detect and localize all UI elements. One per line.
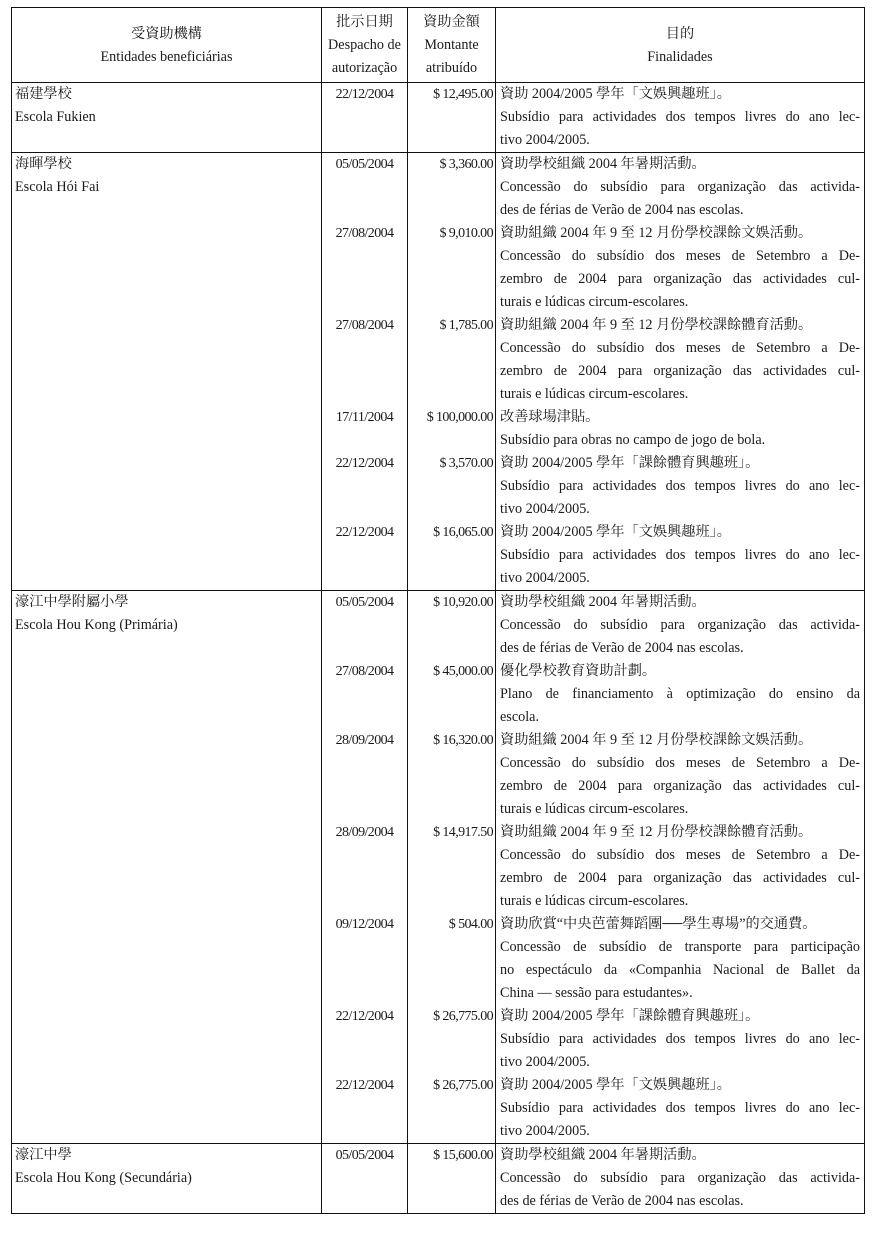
spacer — [408, 475, 495, 498]
amount-value: $ 9,010.00 — [439, 226, 493, 241]
header-date-zh: 批示日期 — [336, 14, 393, 30]
subsidy-table — [11, 7, 865, 1214]
date-cell — [322, 83, 408, 153]
spacer — [322, 1051, 407, 1074]
spacer — [322, 614, 407, 637]
table-row — [12, 83, 865, 153]
spacer — [408, 199, 495, 222]
amount-cell — [408, 153, 496, 591]
spacer — [322, 544, 407, 567]
spacer — [408, 959, 495, 982]
amount-cell — [408, 83, 496, 153]
spacer — [322, 844, 407, 867]
entity-name-zh: 海暉學校 — [15, 156, 72, 172]
spacer — [408, 683, 495, 706]
purpose-zh: 資助 2004/2005 學年「文娛興趣班」。 — [500, 524, 731, 540]
spacer — [408, 129, 495, 152]
spacer — [408, 614, 495, 637]
amount-value: $ 504.00 — [448, 917, 493, 932]
date-value: 05/05/2004 — [335, 1148, 394, 1163]
spacer — [322, 982, 407, 1005]
date-value: 05/05/2004 — [335, 157, 394, 172]
spacer — [408, 982, 495, 1005]
amount-value: $ 16,320.00 — [433, 733, 493, 748]
spacer — [408, 706, 495, 729]
spacer — [408, 775, 495, 798]
purpose-pt-line: Subsídio para actividades dos tempos livres do ano lec- — [500, 1031, 860, 1047]
purpose-zh: 優化學校教育資助計劃。 — [500, 663, 657, 679]
spacer — [408, 844, 495, 867]
purpose-pt-line: Concessão do subsídio dos meses de Setembro a De- — [500, 248, 860, 264]
purpose-pt-line: Concessão de subsídio de transporte para participação — [500, 939, 860, 955]
spacer — [322, 567, 407, 590]
spacer — [322, 706, 407, 729]
spacer — [408, 1097, 495, 1120]
spacer — [408, 176, 495, 199]
purpose-pt-line: turais e lúdicas circum-escolares. — [500, 294, 689, 310]
entity-cell — [12, 83, 322, 153]
purpose-pt-line: escola. — [500, 709, 539, 725]
amount-value: $ 3,570.00 — [439, 456, 493, 471]
date-value: 22/12/2004 — [335, 1009, 394, 1024]
spacer — [322, 1097, 407, 1120]
entity-name-zh: 濠江中學附屬小學 — [15, 594, 129, 610]
purpose-pt-line: tivo 2004/2005. — [500, 1054, 590, 1070]
purpose-pt-line: Subsídio para actividades dos tempos livres do ano lec- — [500, 547, 860, 563]
entity-cell — [12, 1144, 322, 1214]
table-row — [12, 591, 865, 1144]
spacer — [408, 798, 495, 821]
spacer — [322, 867, 407, 890]
spacer — [322, 245, 407, 268]
purpose-pt-line: Concessão do subsídio para organização das activida- — [500, 617, 860, 633]
header-entity-pt: Entidades beneficiárias — [100, 48, 233, 65]
spacer — [322, 936, 407, 959]
spacer — [408, 752, 495, 775]
purpose-pt-line: des de férias de Verão de 2004 nas escolas. — [500, 202, 744, 218]
spacer — [408, 245, 495, 268]
table-header — [12, 8, 865, 83]
spacer — [408, 337, 495, 360]
header-amount-zh: 資助金額 — [423, 14, 480, 30]
entity-name-pt: Escola Hou Kong (Primária) — [15, 617, 178, 633]
purpose-zh: 資助 2004/2005 學年「課餘體育興趣班」。 — [500, 1008, 760, 1024]
spacer — [322, 1190, 407, 1213]
date-value: 09/12/2004 — [335, 917, 394, 932]
date-value: 22/12/2004 — [335, 525, 394, 540]
purpose-zh: 資助學校組織 2004 年暑期活動。 — [500, 156, 706, 172]
spacer — [322, 1167, 407, 1190]
purpose-pt-line: zembro de 2004 para organização das actividades cul- — [500, 363, 860, 379]
spacer — [322, 798, 407, 821]
purpose-pt-line: no espectáculo da «Companhia Nacional de Ballet da — [500, 962, 860, 978]
spacer — [408, 1028, 495, 1051]
entity-cell — [12, 153, 322, 591]
entity-name-zh: 福建學校 — [15, 86, 72, 102]
purpose-pt-line: Concessão do subsídio dos meses de Setembro a De- — [500, 755, 860, 771]
purpose-pt-line: Subsídio para actividades dos tempos livres do ano lec- — [500, 478, 860, 494]
header-date-pt-1: Despacho de — [328, 37, 401, 53]
spacer — [322, 129, 407, 152]
purpose-zh: 資助學校組織 2004 年暑期活動。 — [500, 594, 706, 610]
purpose-pt-line: tivo 2004/2005. — [500, 1123, 590, 1139]
header-purpose-pt: Finalidades — [647, 48, 713, 65]
date-value: 17/11/2004 — [335, 410, 394, 425]
header-amount — [408, 8, 496, 83]
spacer — [322, 337, 407, 360]
purpose-cell — [496, 591, 865, 1144]
spacer — [408, 383, 495, 406]
spacer — [322, 752, 407, 775]
purpose-zh: 資助 2004/2005 學年「文娛興趣班」。 — [500, 1077, 731, 1093]
spacer — [408, 360, 495, 383]
header-entity-zh: 受資助機構 — [131, 25, 202, 42]
amount-value: $ 16,065.00 — [433, 525, 493, 540]
spacer — [322, 498, 407, 521]
purpose-pt-line: Subsídio para actividades dos tempos livres do ano lec- — [500, 109, 860, 125]
table-body — [12, 83, 865, 1214]
date-cell — [322, 153, 408, 591]
date-value: 27/08/2004 — [335, 664, 394, 679]
amount-value: $ 14,917.50 — [433, 825, 493, 840]
date-value: 22/12/2004 — [335, 1078, 394, 1093]
purpose-pt-line: zembro de 2004 para organização das actividades cul- — [500, 778, 860, 794]
header-amount-pt-1: Montante — [424, 37, 479, 53]
amount-value: $ 15,600.00 — [433, 1148, 493, 1163]
header-entity — [12, 8, 322, 83]
purpose-zh: 資助組織 2004 年 9 至 12 月份學校課餘體育活動。 — [500, 317, 813, 333]
spacer — [408, 1167, 495, 1190]
header-amount-pt-2: atribuído — [425, 60, 478, 76]
amount-cell — [408, 1144, 496, 1214]
spacer — [408, 567, 495, 590]
entity-name-pt: Escola Hou Kong (Secundária) — [15, 1170, 192, 1186]
amount-value: $ 26,775.00 — [433, 1009, 493, 1024]
date-value: 27/08/2004 — [335, 318, 394, 333]
table-row — [12, 153, 865, 591]
spacer — [322, 106, 407, 129]
amount-value: $ 1,785.00 — [439, 318, 493, 333]
date-value: 22/12/2004 — [335, 87, 394, 102]
purpose-cell — [496, 1144, 865, 1214]
purpose-zh: 資助學校組織 2004 年暑期活動。 — [500, 1147, 706, 1163]
purpose-pt-line: tivo 2004/2005. — [500, 570, 590, 586]
amount-value: $ 100,000.00 — [426, 410, 493, 425]
spacer — [408, 1051, 495, 1074]
entity-name-pt: Escola Hói Fai — [15, 179, 100, 195]
purpose-zh: 資助欣賞“中央芭蕾舞蹈團──學生專場”的交通費。 — [500, 916, 817, 932]
table-row — [12, 1144, 865, 1214]
spacer — [322, 959, 407, 982]
spacer — [322, 1120, 407, 1143]
purpose-pt-line: des de férias de Verão de 2004 nas escolas. — [500, 640, 744, 656]
spacer — [322, 775, 407, 798]
spacer — [322, 383, 407, 406]
spacer — [408, 637, 495, 660]
entity-cell — [12, 591, 322, 1144]
spacer — [408, 106, 495, 129]
spacer — [322, 291, 407, 314]
amount-value: $ 26,775.00 — [433, 1078, 493, 1093]
date-cell — [322, 1144, 408, 1214]
spacer — [322, 360, 407, 383]
purpose-zh: 資助 2004/2005 學年「課餘體育興趣班」。 — [500, 455, 760, 471]
purpose-pt-line: Concessão do subsídio dos meses de Setembro a De- — [500, 847, 860, 863]
date-value: 05/05/2004 — [335, 595, 394, 610]
purpose-pt-line: Concessão do subsídio para organização das activida- — [500, 1170, 860, 1186]
header-date — [322, 8, 408, 83]
purpose-pt-line: turais e lúdicas circum-escolares. — [500, 801, 689, 817]
spacer — [322, 268, 407, 291]
spacer — [322, 1028, 407, 1051]
spacer — [322, 429, 407, 452]
purpose-pt-line: des de férias de Verão de 2004 nas escolas. — [500, 1193, 744, 1209]
purpose-pt-line: zembro de 2004 para organização das actividades cul- — [500, 271, 860, 287]
entity-name-pt: Escola Fukien — [15, 109, 96, 125]
spacer — [408, 544, 495, 567]
spacer — [408, 429, 495, 452]
date-value: 27/08/2004 — [335, 226, 394, 241]
spacer — [408, 867, 495, 890]
header-purpose-zh: 目的 — [665, 25, 695, 42]
date-value: 28/09/2004 — [335, 825, 394, 840]
purpose-zh: 改善球場津貼。 — [500, 409, 600, 425]
purpose-zh: 資助組織 2004 年 9 至 12 月份學校課餘文娛活動。 — [500, 225, 813, 241]
purpose-pt-line: Plano de financiamento à optimização do ensino da — [500, 686, 860, 702]
spacer — [322, 637, 407, 660]
amount-cell — [408, 591, 496, 1144]
purpose-pt-line: zembro de 2004 para organização das actividades cul- — [500, 870, 860, 886]
purpose-zh: 資助組織 2004 年 9 至 12 月份學校課餘體育活動。 — [500, 824, 813, 840]
purpose-cell — [496, 83, 865, 153]
purpose-pt-line: turais e lúdicas circum-escolares. — [500, 386, 689, 402]
purpose-pt-line: Concessão do subsídio para organização das activida- — [500, 179, 860, 195]
spacer — [408, 268, 495, 291]
purpose-pt-line: China — sessão para estudantes». — [500, 985, 693, 1001]
spacer — [408, 890, 495, 913]
spacer — [322, 199, 407, 222]
spacer — [408, 1190, 495, 1213]
spacer — [408, 1120, 495, 1143]
date-value: 22/12/2004 — [335, 456, 394, 471]
spacer — [408, 291, 495, 314]
purpose-pt-line: Concessão do subsídio dos meses de Setembro a De- — [500, 340, 860, 356]
spacer — [322, 475, 407, 498]
header-date-pt-2: autorização — [331, 60, 398, 76]
amount-value: $ 10,920.00 — [433, 595, 493, 610]
amount-value: $ 12,495.00 — [433, 87, 493, 102]
date-value: 28/09/2004 — [335, 733, 394, 748]
purpose-pt-line: Subsídio para obras no campo de jogo de bola. — [500, 432, 766, 448]
spacer — [322, 176, 407, 199]
purpose-pt-line: tivo 2004/2005. — [500, 132, 590, 148]
date-cell — [322, 591, 408, 1144]
spacer — [322, 890, 407, 913]
purpose-pt-line: tivo 2004/2005. — [500, 501, 590, 517]
purpose-cell — [496, 153, 865, 591]
entity-name-zh: 濠江中學 — [15, 1147, 72, 1163]
purpose-zh: 資助組織 2004 年 9 至 12 月份學校課餘文娛活動。 — [500, 732, 813, 748]
purpose-zh: 資助 2004/2005 學年「文娛興趣班」。 — [500, 86, 731, 102]
header-purpose — [496, 8, 865, 83]
purpose-pt-line: Subsídio para actividades dos tempos livres do ano lec- — [500, 1100, 860, 1116]
purpose-pt-line: turais e lúdicas circum-escolares. — [500, 893, 689, 909]
spacer — [322, 683, 407, 706]
spacer — [408, 936, 495, 959]
amount-value: $ 45,000.00 — [433, 664, 493, 679]
amount-value: $ 3,360.00 — [439, 157, 493, 172]
spacer — [408, 498, 495, 521]
